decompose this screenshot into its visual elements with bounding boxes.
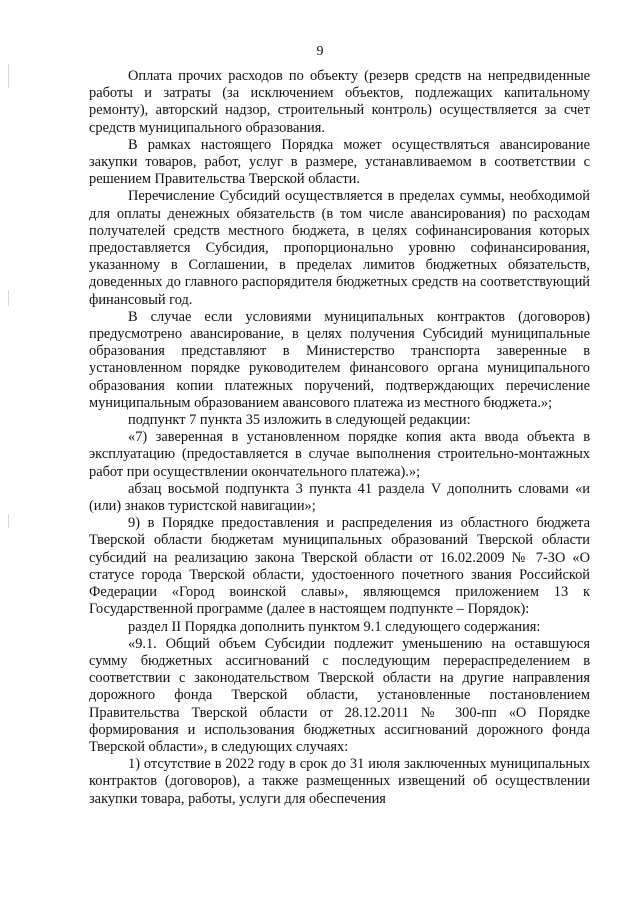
paragraph-subsidy-transfer: Перечисление Субсидий осуществляется в пределах суммы, необходимой для оплаты денежных обязательств (в том числе авансирования) по расходам получателей средств местного бюджета, в целях софинансирования которых предоставляется Субсидия, пропорционально уровню софинансирования, указанному в Соглашении, в пределах лимитов бюджетных обязательств, доведенных до главного распорядителя бюджетных средств на соответствующий финансовый год. [89,188,590,308]
paragraph-subclause-7-intro: подпункт 7 пункта 35 изложить в следующей редакции: [128,412,471,429]
paragraph-subclause-7-text: «7) заверенная в установленном порядке копия акта ввода объекта в эксплуатацию (предоставляется в случае выполнения строительно-монтажных работ при осуществлении окончательного платежа).»; [89,429,590,480]
paragraph-eighth-abzac: абзац восьмой подпункта 3 пункта 41 раздела V дополнить словами «и (или) знаков туристской навигации»; [89,480,590,515]
scan-edge-mark [8,290,9,306]
scan-edge-mark [8,64,9,88]
paragraph-advance-conditions: В случае если условиями муниципальных контрактов (договоров) предусмотрено авансирование, в целях получения Субсидий муниципальные образования представляют в Министерство транспорта заверенные в установленном порядке руководителем финансового органа муниципального образования копии платежных поручений, подтверждающих перечисление муниципальным образованием авансового платежа из местного бюджета.»; [89,308,590,411]
paragraph-advance-procurement: В рамках настоящего Порядка может осуществляться авансирование закупки товаров, работ, услуг в размере, устанавливаемом в соответствии с решением Правительства Тверской области. [89,136,590,188]
scan-edge-mark [8,514,9,528]
paragraph-case-1: 1) отсутствие в 2022 году в срок до 31 июля заключенных муниципальных контрактов (договоров), а также размещенных извещений об осуществлении закупки товара, работы, услуги для обеспечения [89,756,590,807]
page-number: 9 [316,44,324,59]
document-body [89,68,590,808]
paragraph-section-2-addition: раздел II Порядка дополнить пунктом 9.1 следующего содержания: [128,618,541,635]
paragraph-item-9: 9) в Порядке предоставления и распределения из областного бюджета Тверской области бюджетам муниципальных образований Тверской области субсидий на реализацию закона Тверской области от 16.02.2009 № 7-ЗО «О статусе города Тверской области, удостоенного почетного звания Российской Федерации «Город воинской славы», являющемся приложением 13 к Государственной программе (далее в настоящем подпункте – Порядок): [89,515,590,618]
paragraph-clause-9-1: «9.1. Общий объем Субсидии подлежит уменьшению на оставшуюся сумму бюджетных ассигнований с последующим перераспределением в соответствии с законодательством Тверской области на другие направления дорожного фонда Тверской области, установленные постановлением Правительства Тверской области от 28.12.2011 № 300-пп «О Порядке формирования и использования бюджетных ассигнований дорожного фонда Тверской области», в следующих случаях: [89,635,590,755]
paragraph-other-expenses: Оплата прочих расходов по объекту (резерв средств на непредвиденные работы и затраты (за исключением объектов, подлежащих капитальному ремонту), авторский надзор, строительный контроль) осуществляется за счет средств муниципального образования. [89,68,590,136]
